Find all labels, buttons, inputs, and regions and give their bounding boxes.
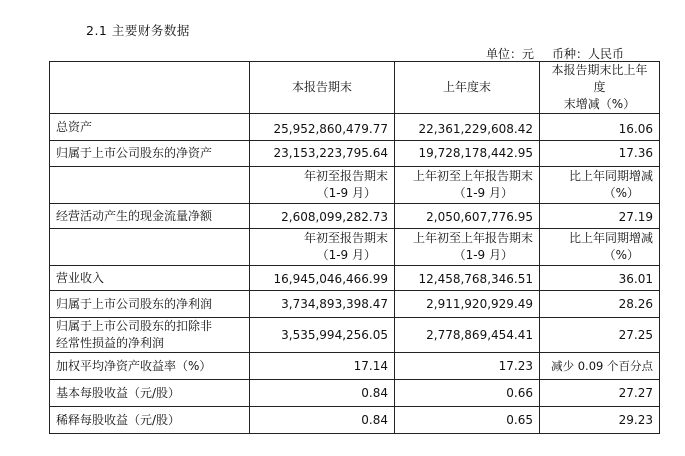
row-prior-value: 2,778,869,454.41: [395, 318, 540, 353]
row-label: 加权平均净资产收益率（%）: [50, 353, 250, 380]
row-label: 总资产: [50, 114, 250, 141]
row-current-value: 25,952,860,479.77: [250, 114, 395, 141]
table-row: [50, 114, 660, 141]
row-current-value: 23,153,223,795.64: [250, 141, 395, 167]
row-change-value: 27.25: [540, 318, 660, 353]
subheader-ytd: [250, 167, 395, 204]
row-change-value: 27.19: [540, 204, 660, 229]
row-label: 稀释每股收益（元/股）: [50, 407, 250, 434]
row-change-value: 27.27: [540, 380, 660, 407]
subheader-prior-ytd: [395, 167, 540, 204]
row-label-line2: 经常性损益的净利润: [56, 336, 165, 350]
row-change-value: 减少 0.09 个百分点: [540, 353, 660, 380]
subheader-yoy-line1: 比上年同期增减: [568, 231, 653, 245]
row-prior-value: 12,458,768,346.51: [395, 266, 540, 291]
row-current-value: 17.14: [250, 353, 395, 380]
table-row: [50, 266, 660, 291]
row-prior-value: 17.23: [395, 353, 540, 380]
row-label: 归属于上市公司股东的净利润: [50, 291, 250, 318]
header-blank-cell: [50, 62, 250, 114]
subheader-ytd-line1: 年初至报告期末: [303, 231, 388, 245]
row-prior-value: 2,050,607,776.95: [395, 204, 540, 229]
row-change-value: 28.26: [540, 291, 660, 318]
section-title: 2.1 主要财务数据: [86, 23, 190, 38]
row-current-value: 3,734,893,398.47: [250, 291, 395, 318]
subheader-yoy-change: [540, 229, 660, 266]
header-current-period-end: 本报告期末: [250, 62, 395, 114]
table-row: [50, 318, 660, 353]
currency-label: 币种：人民币: [551, 47, 624, 61]
row-label: 经营活动产生的现金流量净额: [50, 204, 250, 229]
row-current-value: 3,535,994,256.05: [250, 318, 395, 353]
subheader-blank-cell: [50, 167, 250, 204]
subheader-prior-ytd-line1: 上年初至上年报告期末: [412, 231, 533, 245]
subheader-prior-ytd: [395, 229, 540, 266]
row-label: [50, 318, 250, 353]
subheader-yoy-line1: 比上年同期增减: [568, 169, 653, 183]
table-row: [50, 141, 660, 167]
table-row: [50, 407, 660, 434]
header-change-percent: [540, 62, 660, 114]
row-label: 基本每股收益（元/股）: [50, 380, 250, 407]
row-change-value: 16.06: [540, 114, 660, 141]
subheader-prior-ytd-line1: 上年初至上年报告期末: [412, 169, 533, 183]
row-prior-value: 2,911,920,929.49: [395, 291, 540, 318]
row-prior-value: 0.66: [395, 380, 540, 407]
table-row: [50, 204, 660, 229]
table-header-row: [50, 62, 660, 114]
row-change-value: 29.23: [540, 407, 660, 434]
subheader-ytd-line1: 年初至报告期末: [303, 169, 388, 183]
row-prior-value: 0.65: [395, 407, 540, 434]
unit-line: [486, 45, 624, 62]
subheader-yoy-line2: （%）: [603, 248, 639, 262]
row-change-value: 17.36: [540, 141, 660, 167]
subheader-ytd-line2: （1-9 月）: [316, 186, 376, 200]
subheader-ytd-line2: （1-9 月）: [316, 248, 376, 262]
table-row: [50, 291, 660, 318]
row-label: 营业收入: [50, 266, 250, 291]
unit-label: 单位：元: [485, 47, 534, 61]
row-current-value: 0.84: [250, 407, 395, 434]
subheader-prior-ytd-line2: （1-9 月）: [453, 186, 513, 200]
row-change-value: 36.01: [540, 266, 660, 291]
subheader-yoy-change: [540, 167, 660, 204]
header-change-line2: 末增减（%）: [563, 97, 636, 111]
table-subheader-row: [50, 229, 660, 266]
row-current-value: 16,945,046,466.99: [250, 266, 395, 291]
header-prior-year-end: 上年度末: [395, 62, 540, 114]
subheader-ytd: [250, 229, 395, 266]
row-current-value: 0.84: [250, 380, 395, 407]
table-row: [50, 380, 660, 407]
financial-data-table: [49, 61, 660, 434]
row-label: 归属于上市公司股东的净资产: [50, 141, 250, 167]
row-current-value: 2,608,099,282.73: [250, 204, 395, 229]
row-prior-value: 19,728,178,442.95: [395, 141, 540, 167]
subheader-blank-cell: [50, 229, 250, 266]
subheader-yoy-line2: （%）: [603, 186, 639, 200]
subheader-prior-ytd-line2: （1-9 月）: [453, 248, 513, 262]
header-change-line1: 本报告期末比上年度: [551, 63, 648, 94]
table-subheader-row: [50, 167, 660, 204]
row-prior-value: 22,361,229,608.42: [395, 114, 540, 141]
row-label-line1: 归属于上市公司股东的扣除非: [56, 319, 213, 333]
table-row: [50, 353, 660, 380]
